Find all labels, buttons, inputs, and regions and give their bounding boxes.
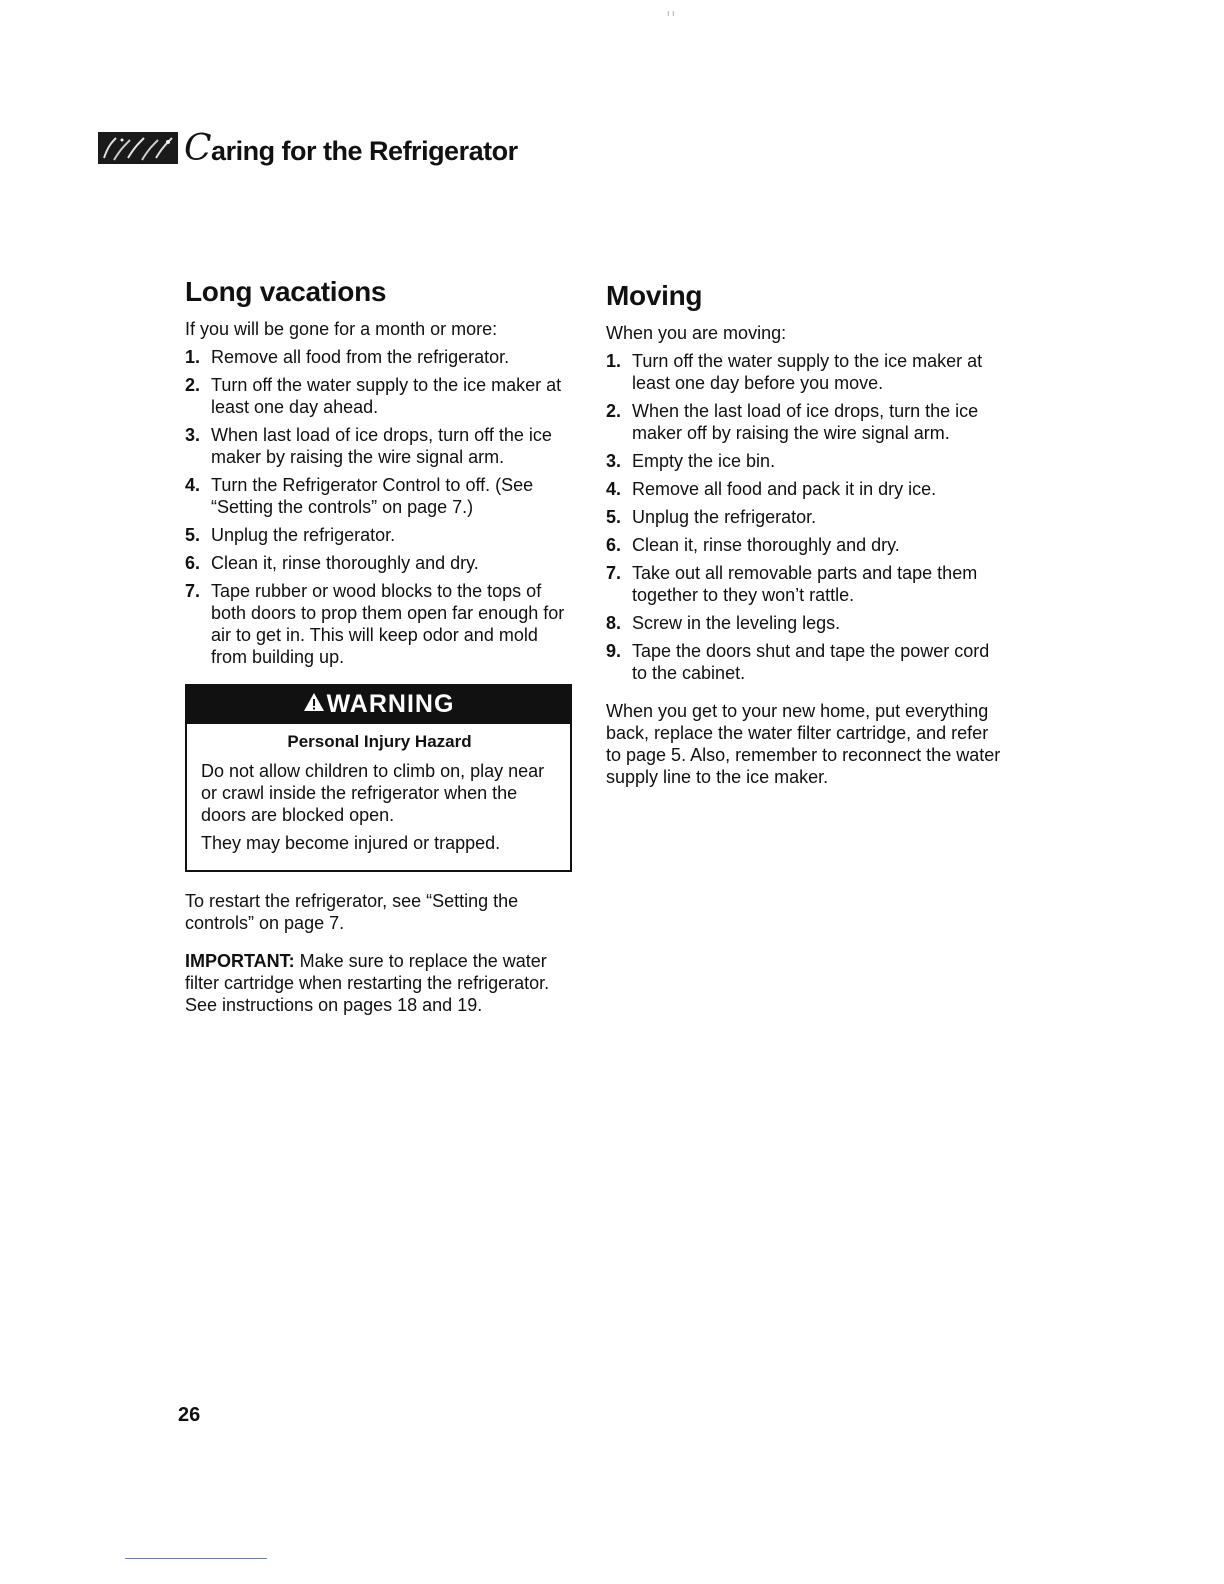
page-title: Caring for the Refrigerator <box>184 127 518 169</box>
warning-banner <box>185 684 572 724</box>
list-item: 3. When last load of ice drops, turn off the ice maker by raising the wire signal arm. <box>185 425 552 467</box>
long-vacations-heading: Long vacations <box>185 276 387 307</box>
warning-triangle-icon <box>303 690 325 719</box>
list-item: 6. Clean it, rinse thoroughly and dry. <box>606 535 900 555</box>
list-item: 7. Take out all removable parts and tape them together to they won’t rattle. <box>606 563 978 605</box>
warning-subtitle: Personal Injury Hazard <box>287 732 472 751</box>
warning-box <box>185 684 572 872</box>
list-item: 6. Clean it, rinse thoroughly and dry. <box>185 553 479 573</box>
list-item: 8. Screw in the leveling legs. <box>606 613 841 633</box>
moving-section <box>606 280 1001 788</box>
list-item: 1. Turn off the water supply to the ice maker at least one day before you move. <box>606 351 983 393</box>
list-item: 7. Tape rubber or wood blocks to the tops of both doors to prop them open far enough for air to get in. This will keep odor and mold from building up. <box>185 581 565 667</box>
long-vacations-section <box>185 276 575 1016</box>
list-item: 2. When the last load of ice drops, turn the ice maker off by raising the wire signal arm. <box>606 401 979 443</box>
long-vacations-intro: If you will be gone for a month or more: <box>185 319 498 339</box>
warning-label: WARNING <box>326 689 455 718</box>
list-item: 2. Turn off the water supply to the ice maker at least one day ahead. <box>185 375 562 417</box>
section-header <box>98 124 518 172</box>
page-number: 26 <box>178 1404 201 1426</box>
scan-mark: ı ı <box>667 8 675 18</box>
list-item: 4. Remove all food and pack it in dry ice. <box>606 479 937 499</box>
list-item: 1. Remove all food from the refrigerator. <box>185 347 510 367</box>
footer-divider <box>125 1558 267 1559</box>
list-item: 9. Tape the doors shut and tape the power cord to the cabinet. <box>606 641 990 683</box>
moving-steps <box>606 350 1001 684</box>
moving-intro: When you are moving: <box>606 323 787 343</box>
moving-closing-note: When you get to your new home, put everything back, replace the water filter cartridge, and refer to page 5. Also, remember to reconnect the water supply line to the ice maker. <box>606 701 1001 787</box>
restart-note: To restart the refrigerator, see “Setting the controls” on page 7. <box>185 891 519 933</box>
moving-heading: Moving <box>606 280 703 311</box>
important-note: IMPORTANT: Make sure to replace the water filter cartridge when restarting the refrigerator. See instructions on pages 18 and 19. <box>185 951 550 1015</box>
list-item: 3. Empty the ice bin. <box>606 451 776 471</box>
long-vacations-steps <box>185 346 575 668</box>
warning-text: They may become injured or trapped. <box>201 833 501 853</box>
decorative-pattern-icon <box>98 132 178 164</box>
warning-text: Do not allow children to climb on, play near or crawl inside the refrigerator when the doors are blocked open. <box>201 761 545 825</box>
list-item: 5. Unplug the refrigerator. <box>606 507 817 527</box>
list-item: 4. Turn the Refrigerator Control to off. (See “Setting the controls” on page 7.) <box>185 475 534 517</box>
list-item: 5. Unplug the refrigerator. <box>185 525 396 545</box>
